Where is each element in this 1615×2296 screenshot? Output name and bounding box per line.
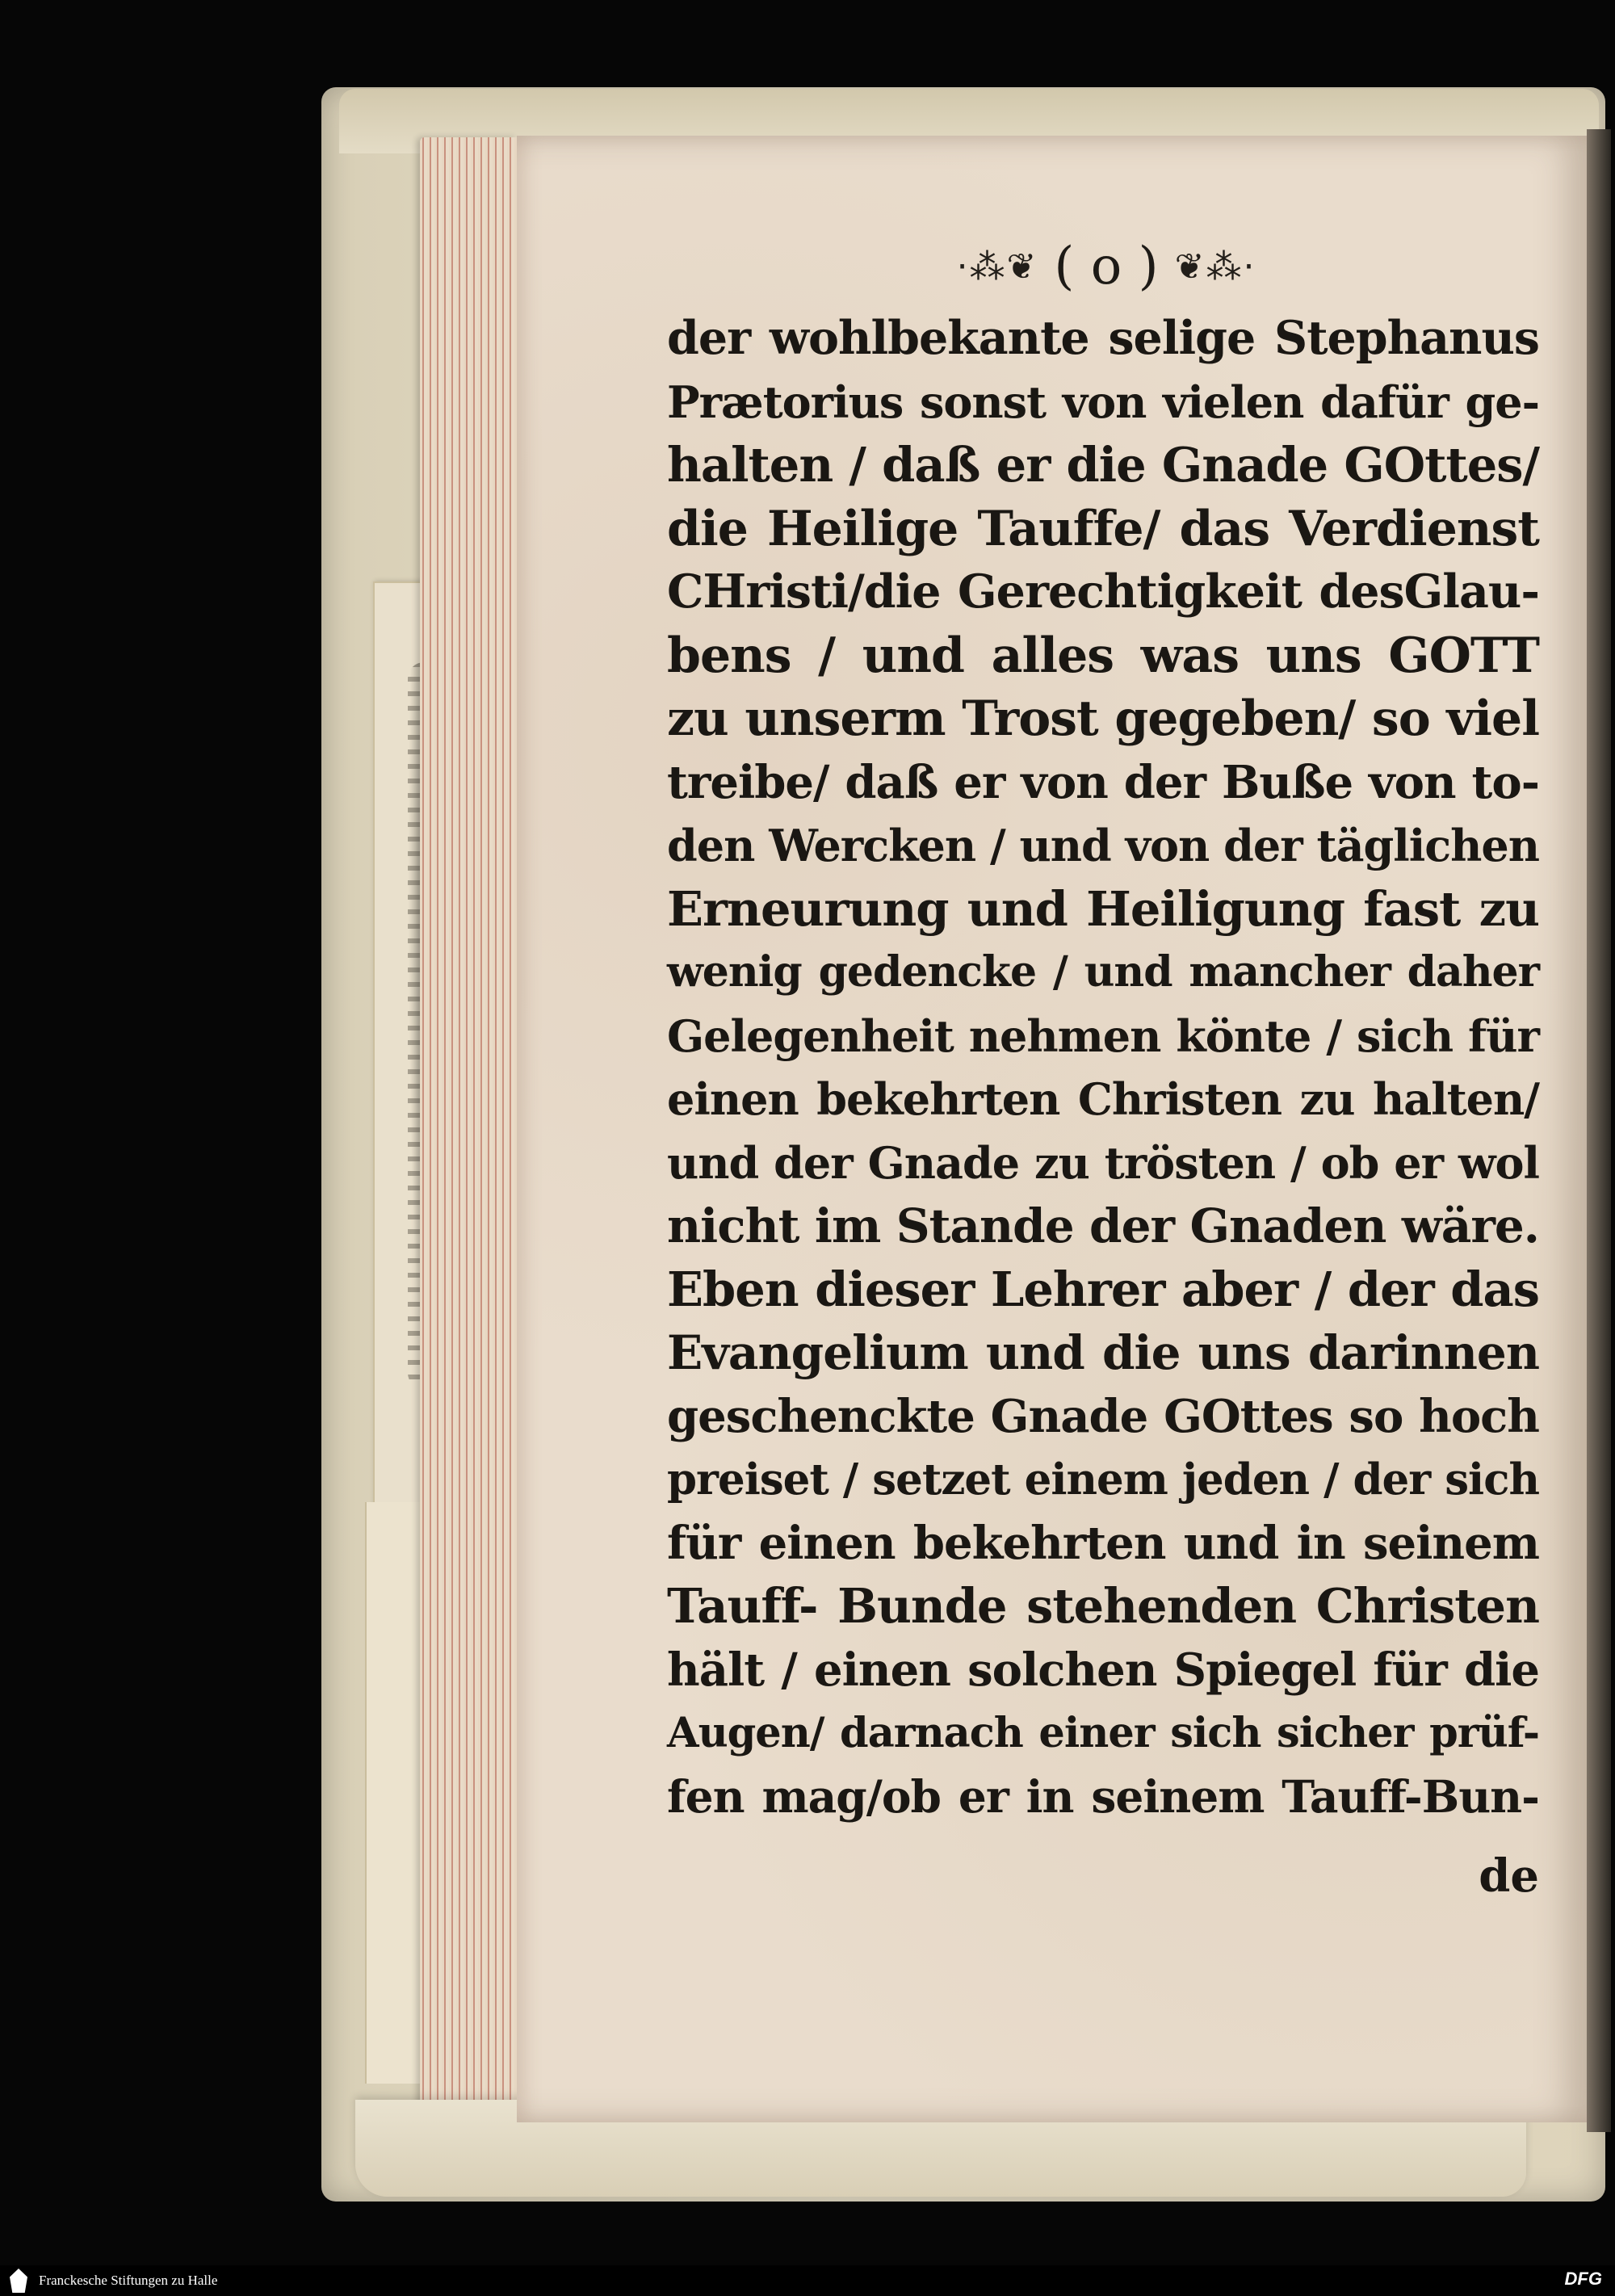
text-line: für einen bekehrten und in seinem [667,1516,1539,1570]
institution-logo-icon [10,2269,27,2293]
text-line: fen mag/ob er in seinem Tauff-Bun- [667,1769,1539,1823]
text-line: treibe/ daß er von der Buße von to- [667,755,1539,809]
text-line: halten / daß er die Gnade GOttes/ [667,437,1539,493]
text-line: den Wercken / und von der täglichen [667,820,1539,871]
text-line: Prætorius sonst von vielen dafür ge- [667,376,1539,428]
page-gutter [1587,129,1611,2132]
text-line: wenig gedencke / und mancher daher [667,947,1539,997]
header-ornament-left: ·⁂❦ [956,246,1038,288]
text-line: Evangelium und die uns darinnen [667,1325,1539,1380]
catchword: de [1479,1849,1539,1903]
text-line: Erneurung und Heiligung fast zu [667,880,1539,937]
text-line: geschenckte Gnade GOttes so hoch [667,1389,1539,1443]
institution-name: Franckesche Stiftungen zu Halle [39,2273,218,2288]
text-line: die Heilige Tauffe/ das Verdienst [667,500,1539,557]
text-line: und der Gnade zu trösten / ob er wol [667,1136,1539,1189]
text-line: CHristi/die Gerechtigkeit desGlau- [667,565,1539,619]
text-line: der wohlbekante selige Stephanus [667,311,1539,365]
text-line: Augen/ darnach einer sich sicher prüf- [667,1709,1539,1757]
footer-bar [0,2265,1615,2296]
text-line: zu unserm Trost gegeben/ so viel [667,690,1539,747]
dfg-logo: DFG [1564,2269,1602,2289]
text-line: bens / und alles was uns GOTT [667,627,1539,684]
text-line: Eben dieser Lehrer aber / der das [667,1261,1539,1317]
page-header [912,234,1300,299]
text-line: hält / einen solchen Spiegel für die [667,1643,1539,1697]
header-ornament-right: ❦⁂· [1174,246,1256,288]
text-line: Tauff- Bunde stehenden Christen [667,1578,1539,1634]
text-line: nicht im Stande der Gnaden wäre. [667,1198,1539,1253]
body-text [667,307,1539,1828]
page-edges [420,137,517,2124]
text-line: einen bekehrten Christen zu halten/ [667,1073,1539,1125]
page-number: ( o ) [1054,237,1159,296]
text-line: Gelegenheit nehmen könte / sich für [667,1009,1539,1062]
text-line: preiset / setzet einem jeden / der sich [667,1454,1539,1505]
